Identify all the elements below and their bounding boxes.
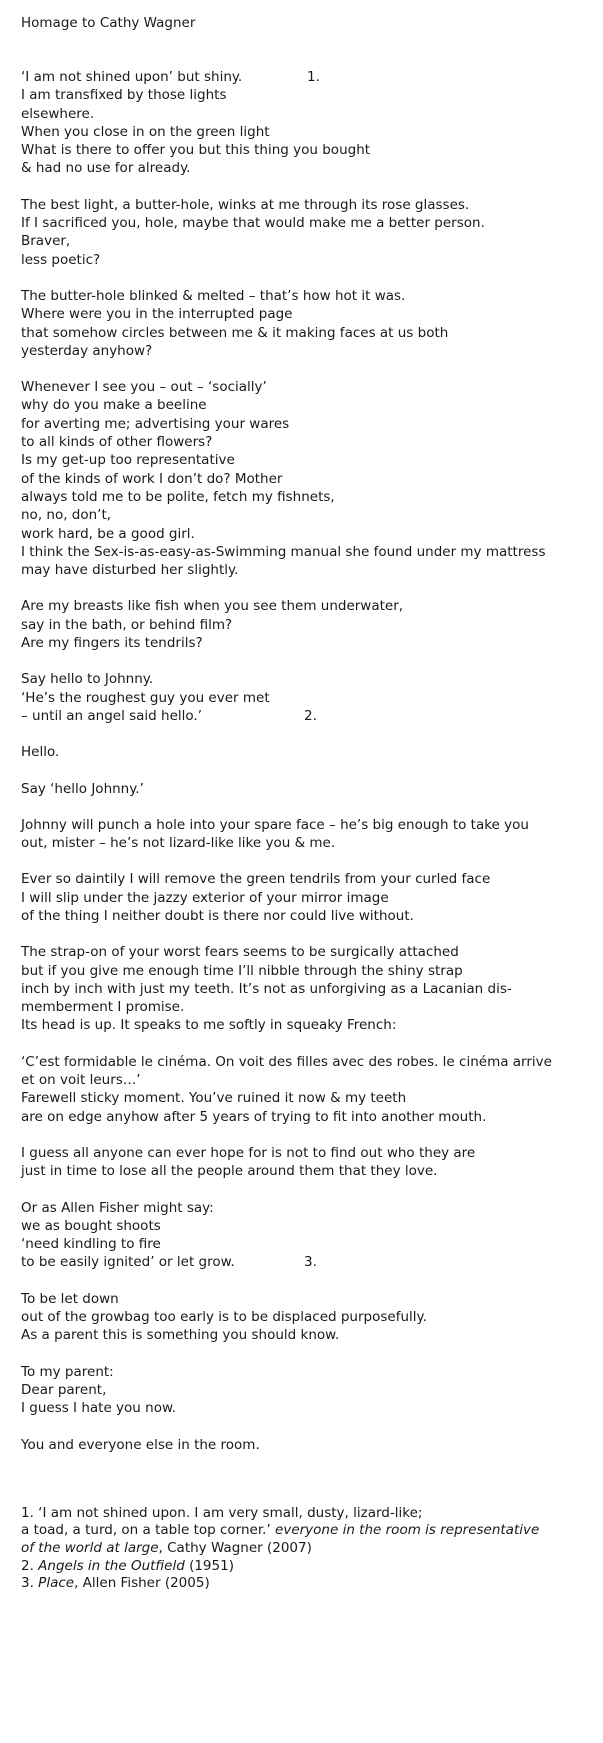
poem-line: [21, 251, 596, 269]
footnotes: [21, 1505, 596, 1593]
footnote-marker: 1.: [307, 69, 320, 85]
poem-line: [21, 1253, 596, 1271]
poem-line: [21, 1217, 596, 1235]
poem-line: [21, 834, 596, 852]
poem-line: [21, 907, 596, 925]
stanza: [21, 1199, 596, 1272]
poem-line: [21, 196, 596, 214]
poem-line: [21, 123, 596, 141]
poem-line: [21, 378, 596, 396]
poem-line-text: why do you make a beeline: [21, 397, 207, 414]
poem-line-text: inch by inch with just my teeth. It’s not as unforgiving as a Lacanian dis-: [21, 980, 512, 997]
poem-line: [21, 1290, 596, 1308]
poem-line-text: I think the Sex-is-as-easy-as-Swimming manual she found under my mattress: [21, 543, 546, 560]
poem-line: [21, 159, 596, 177]
poem-line-text: The best light, a butter-hole, winks at me through its rose glasses.: [21, 196, 470, 213]
poem-line-text: Hello.: [21, 744, 60, 761]
poem-line: [21, 451, 596, 469]
stanza: [21, 943, 596, 1034]
poem-line: [21, 1436, 596, 1454]
poem-line-text: out of the growbag too early is to be displaced purposefully.: [21, 1309, 427, 1326]
poem-line-text: Ever so daintily I will remove the green tendrils from your curled face: [21, 871, 491, 888]
poem-line: [21, 870, 596, 888]
poem-line: [21, 1108, 596, 1126]
poem-line-text: for averting me; advertising your wares: [21, 415, 290, 432]
poem-line: [21, 962, 596, 980]
poem-title: Homage to Cathy Wagner: [21, 15, 196, 31]
stanza: [21, 1363, 596, 1418]
poem-line-text: Johnny will punch a hole into your spare face – he’s big enough to take you: [21, 816, 529, 833]
poem-line-text: Farewell sticky moment. You’ve ruined it now & my teeth: [21, 1090, 407, 1107]
poem-line-text: less poetic?: [21, 251, 101, 268]
poem-line: [21, 214, 596, 232]
poem-line: [21, 1308, 596, 1326]
poem-line-text: memberment I promise.: [21, 999, 185, 1016]
footnote-title: everyone in the room is representative: [275, 1522, 540, 1539]
poem-line: [21, 561, 596, 579]
poem-line-text: elsewhere.: [21, 105, 95, 122]
footnote-text: a toad, a turd, on a table top corner.’: [21, 1522, 276, 1539]
poem-line: [21, 689, 596, 707]
poem-line-text: ‘need kindling to fire: [21, 1236, 161, 1253]
poem-line-text: that somehow circles between me & it making faces at us both: [21, 324, 449, 341]
stanza: [21, 1053, 596, 1126]
footnote-line: [21, 1540, 596, 1558]
poem-line-text: & had no use for already.: [21, 160, 191, 177]
poem-line: [21, 889, 596, 907]
stanza: [21, 1144, 596, 1181]
stanza: [21, 597, 596, 652]
poem-line-text: Its head is up. It speaks to me softly in squeaky French:: [21, 1017, 397, 1034]
poem-line-text: et on voit leurs…’: [21, 1072, 141, 1089]
footnote-marker: 2.: [304, 707, 317, 724]
poem-line-text: When you close in on the green light: [21, 123, 270, 140]
footnote-title: Place: [38, 1575, 75, 1592]
poem-line-text: The strap-on of your worst fears seems to be surgically attached: [21, 944, 459, 961]
poem-line-text: What is there to offer you but this thing you bought: [21, 142, 371, 159]
footnote-title: Angels in the Outfield: [38, 1557, 185, 1574]
poem-line-text: As a parent this is something you should know.: [21, 1327, 340, 1344]
poem-line-text: no, no, don’t,: [21, 507, 112, 524]
poem-line-text: out, mister – he’s not lizard-like like you & me.: [21, 835, 336, 852]
poem-line-text: of the thing I neither doubt is there nor could live without.: [21, 907, 414, 924]
poem-line: [21, 68, 596, 86]
poem-line: [21, 396, 596, 414]
poem-line: [21, 1053, 596, 1071]
poem-line-text: to all kinds of other flowers?: [21, 434, 213, 451]
poem-line-text: I am transfixed by those lights: [21, 87, 227, 104]
stanza: [21, 780, 596, 798]
footnote-text: 1. ‘I am not shined upon. I am very small, dusty, lizard-like;: [21, 1504, 423, 1521]
poem-line: [21, 1089, 596, 1107]
poem-line-text: always told me to be polite, fetch my fishnets,: [21, 488, 335, 505]
stanza: [21, 378, 596, 579]
stanza: [21, 743, 596, 761]
footnote-text: 3.: [21, 1575, 39, 1592]
poem-line-text: You and everyone else in the room.: [21, 1436, 260, 1453]
poem-line: [21, 1399, 596, 1417]
stanza: [21, 870, 596, 925]
poem-line: [21, 1144, 596, 1162]
poem-line: [21, 670, 596, 688]
poem-line-text: Are my fingers its tendrils?: [21, 635, 203, 652]
poem-line-text: of the kinds of work I don’t do? Mother: [21, 470, 283, 487]
poem-line: [21, 305, 596, 323]
poem-line-text: Where were you in the interrupted page: [21, 306, 293, 323]
poem-line-text: I guess all anyone can ever hope for is not to find out who they are: [21, 1144, 476, 1161]
poem-line-text: To my parent:: [21, 1363, 114, 1380]
poem-line: [21, 998, 596, 1016]
stanza: [21, 816, 596, 853]
poem-line: [21, 1363, 596, 1381]
poem-line-text: Whenever I see you – out – ‘socially’: [21, 379, 267, 396]
poem-line: [21, 86, 596, 104]
poem-line: [21, 433, 596, 451]
poem-line: [21, 324, 596, 342]
poem-line-text: ‘He’s the roughest guy you ever met: [21, 689, 270, 706]
footnote-text: 2.: [21, 1557, 39, 1574]
stanza: [21, 1290, 596, 1345]
poem-line: [21, 1381, 596, 1399]
poem-line: [21, 597, 596, 615]
poem-line-text: to be easily ignited’ or let grow.: [21, 1254, 235, 1271]
poem-line: [21, 943, 596, 961]
poem-line: [21, 470, 596, 488]
footnote-line: [21, 1558, 596, 1576]
poem-line: [21, 488, 596, 506]
poem-line-text: ‘I am not shined upon’ but shiny.: [21, 69, 243, 85]
footnote-line: [21, 1575, 596, 1593]
footnote-line: [21, 1522, 596, 1540]
poem-line: [21, 1199, 596, 1217]
poem-line-text: Braver,: [21, 233, 71, 250]
poem-line: [21, 342, 596, 360]
poem-line: [21, 287, 596, 305]
poem-line: [21, 543, 596, 561]
poem-line-text: The butter-hole blinked & melted – that’s how hot it was.: [21, 287, 406, 304]
poem-line: [21, 1162, 596, 1180]
stanza: [21, 196, 596, 269]
footnote-text: , Allen Fisher (2005): [74, 1575, 210, 1592]
poem-line: [21, 707, 596, 725]
stanza: [21, 68, 596, 178]
poem-line-text: I will slip under the jazzy exterior of your mirror image: [21, 889, 389, 906]
poem-line-text: work hard, be a good girl.: [21, 525, 195, 542]
poem-line-text: ‘C’est formidable le cinéma. On voit des filles avec des robes. le cinéma arrive: [21, 1053, 552, 1070]
poem-line-text: are on edge anyhow after 5 years of trying to fit into another mouth.: [21, 1108, 487, 1125]
poem-line: [21, 141, 596, 159]
poem-body: [21, 68, 596, 1454]
poem-line: [21, 1016, 596, 1034]
stanza: [21, 287, 596, 360]
poem-line: [21, 415, 596, 433]
poem-line: [21, 1071, 596, 1089]
stanza: [21, 670, 596, 725]
poem-line-text: If I sacrificed you, hole, maybe that would make me a better person.: [21, 215, 485, 232]
poem-line: [21, 506, 596, 524]
poem-line: [21, 980, 596, 998]
poem-line: [21, 634, 596, 652]
poem-line-text: Dear parent,: [21, 1381, 107, 1398]
poem-line-text: To be let down: [21, 1290, 119, 1307]
poem-line: [21, 616, 596, 634]
footnote-title: of the world at large: [21, 1540, 159, 1556]
poem-line-text: Or as Allen Fisher might say:: [21, 1199, 214, 1216]
stanza: [21, 1436, 596, 1454]
footnote-text: , Cathy Wagner (2007): [158, 1540, 312, 1556]
footnote-line: [21, 1505, 596, 1523]
poem-line-text: but if you give me enough time I’ll nibble through the shiny strap: [21, 962, 463, 979]
poem-line-text: yesterday anyhow?: [21, 342, 153, 359]
poem-line-text: we as bought shoots: [21, 1217, 161, 1234]
poem-line-text: Is my get-up too representative: [21, 452, 235, 469]
poem-line: [21, 743, 596, 761]
poem-line: [21, 525, 596, 543]
poem-line: [21, 780, 596, 798]
poem-line-text: just in time to lose all the people around them that they love.: [21, 1163, 438, 1180]
footnote-marker: 3.: [304, 1254, 317, 1271]
poem-line: [21, 1326, 596, 1344]
poem-line-text: – until an angel said hello.’: [21, 707, 202, 724]
poem-line-text: say in the bath, or behind film?: [21, 616, 233, 633]
poem-line-text: Say ‘hello Johnny.’: [21, 780, 144, 797]
poem-line: [21, 1235, 596, 1253]
poem-page: [21, 14, 596, 1593]
footnote-text: (1951): [184, 1557, 234, 1574]
poem-line-text: may have disturbed her slightly.: [21, 562, 239, 579]
poem-line-text: I guess I hate you now.: [21, 1400, 177, 1417]
poem-line-text: Are my breasts like fish when you see them underwater,: [21, 598, 404, 615]
poem-line: [21, 105, 596, 123]
poem-line: [21, 232, 596, 250]
poem-line-text: Say hello to Johnny.: [21, 671, 154, 688]
poem-line: [21, 816, 596, 834]
